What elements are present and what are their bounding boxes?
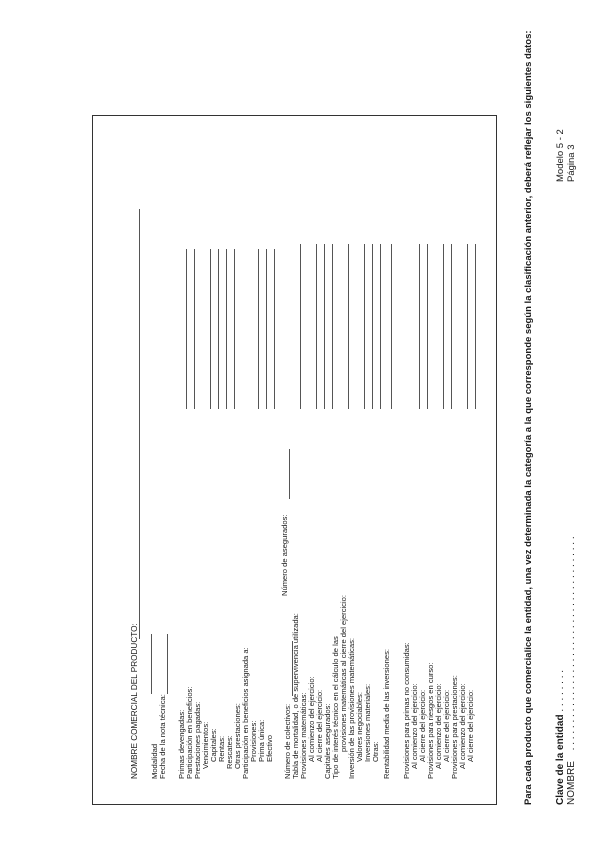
otras-line[interactable] bbox=[380, 244, 381, 409]
valores-line[interactable] bbox=[364, 244, 365, 409]
cierre3-label: Al cierre del ejercicio: bbox=[442, 689, 451, 762]
cierre3-line[interactable] bbox=[451, 244, 452, 409]
tabla-mortalidad-line[interactable] bbox=[300, 244, 301, 409]
intro-text: Para cada producto que comercialice la entidad, una vez determinada la categoría a la que corresponde según la clasificación anterior, deberá reflejar los siguientes datos: bbox=[523, 30, 534, 805]
prov-prestaciones-label: Provisiones para prestaciones: bbox=[450, 675, 459, 779]
cierre2-line[interactable] bbox=[427, 244, 428, 409]
prov-primas-label: Provisiones para primas no consumidas: bbox=[402, 642, 411, 779]
num-asegurados-label: Número de asegurados: bbox=[280, 514, 289, 596]
participacion-label: Participación en beneficios: bbox=[185, 686, 194, 779]
inversiones-materiales-line[interactable] bbox=[372, 244, 373, 409]
comienzo4-line[interactable] bbox=[467, 244, 468, 409]
valores-label: Valores negociables: bbox=[355, 692, 364, 762]
clave-entidad-line bbox=[555, 670, 566, 805]
num-asegurados-line[interactable] bbox=[289, 449, 290, 499]
rentas-line[interactable] bbox=[218, 249, 219, 409]
nombre-comercial-label: NOMBRE COMERCIAL DEL PRODUCTO: bbox=[130, 623, 139, 779]
otras-prestaciones-label: Otras prestaciones: bbox=[233, 703, 242, 769]
prov-riesgos-label: Provisiones para riesgos en curso: bbox=[426, 662, 435, 779]
participacion-asignada-label: Participación en beneficios asignada a: bbox=[241, 647, 250, 779]
tipo-interes-label-2: provisiones matemáticas al cierre del ejercicio: bbox=[339, 595, 348, 752]
otras-prestaciones-line[interactable] bbox=[234, 249, 235, 409]
participacion-line[interactable] bbox=[194, 249, 195, 409]
product-form-frame bbox=[92, 115, 497, 805]
prima-unica-line[interactable] bbox=[266, 249, 267, 409]
modelo-label: Modelo 5 - 2 bbox=[555, 129, 566, 182]
nombre-dots: . . . . . . . . . . . . . . . . . . . . . . . . . . . . . . . . . . . . . . . bbox=[566, 536, 577, 751]
cierre1-line[interactable] bbox=[324, 244, 325, 409]
fecha-nota-label: Fecha de la nota técnica: bbox=[158, 694, 167, 779]
cierre1-label: Al cierre del ejercicio: bbox=[315, 689, 324, 762]
fecha-nota-line[interactable] bbox=[167, 634, 168, 694]
num-colectivos-label: Número de colectivos: bbox=[283, 703, 292, 779]
provisiones-a-label: Provisiones: bbox=[249, 720, 258, 762]
inversiones-materiales-label: Inversiones materiales: bbox=[363, 683, 372, 762]
rescates-line[interactable] bbox=[226, 249, 227, 409]
modalidad-line[interactable] bbox=[151, 634, 152, 694]
cierre2-label: Al cierre del ejercicio: bbox=[418, 689, 427, 762]
provisiones-a-line[interactable] bbox=[258, 249, 259, 409]
tipo-interes-label: Tipo de interés técnico en el cálculo de las bbox=[331, 636, 340, 779]
rescates-label: Rescates: bbox=[225, 735, 234, 769]
comienzo1-label: Al comienzo del ejercicio: bbox=[307, 676, 316, 762]
capitales-label: Capitales: bbox=[209, 728, 218, 762]
clave-label: Clave de la entidad bbox=[555, 714, 566, 805]
capitales-line[interactable] bbox=[210, 249, 211, 409]
prestaciones-label: Prestaciones pagadas: bbox=[193, 701, 202, 779]
rentabilidad-line[interactable] bbox=[391, 244, 392, 409]
cierre4-line[interactable] bbox=[475, 244, 476, 409]
comienzo3-line[interactable] bbox=[443, 244, 444, 409]
prov-matematicas-label: Provisiones matemáticas: bbox=[299, 692, 308, 779]
clave-dots: . . . . . . . . bbox=[555, 669, 566, 712]
capitales-asegurados-line[interactable] bbox=[332, 244, 333, 409]
pagina-label: Página 3 bbox=[566, 144, 577, 182]
primas-line[interactable] bbox=[186, 249, 187, 409]
efectivo-line[interactable] bbox=[274, 249, 275, 409]
rentabilidad-label: Rentabilidad media de las inversiones: bbox=[382, 648, 391, 779]
cierre4-label: Al cierre del ejercicio: bbox=[466, 689, 475, 762]
efectivo-label: Efectivo bbox=[265, 734, 274, 762]
nombre-line bbox=[566, 536, 577, 805]
comienzo2-line[interactable] bbox=[419, 244, 420, 409]
comienzo1-line[interactable] bbox=[316, 244, 317, 409]
comienzo2-label: Al comienzo del ejercicio: bbox=[410, 683, 419, 769]
capitales-asegurados-label: Capitales asegurados: bbox=[323, 703, 332, 779]
tabla-mortalidad-label: Tabla de mortalidad, o de supervivencia utilizada: bbox=[291, 613, 300, 779]
inversion-label: Inversión de las provisiones matemáticas: bbox=[347, 638, 356, 779]
nombre-comercial-line[interactable] bbox=[139, 209, 140, 639]
comienzo3-label: Al comienzo del ejercicio: bbox=[434, 683, 443, 769]
nombre-label: NOMBRE bbox=[566, 761, 577, 805]
rentas-label: Rentas: bbox=[217, 735, 226, 762]
modalidad-label: Modalidad bbox=[150, 743, 159, 779]
prima-unica-label: Prima única: bbox=[257, 719, 266, 762]
otras-label: Otras: bbox=[371, 741, 380, 762]
comienzo4-label: Al comienzo del ejercicio: bbox=[458, 683, 467, 769]
tipo-interes-line[interactable] bbox=[348, 244, 349, 409]
primas-label: Primas devengadas: bbox=[177, 709, 186, 779]
vencimientos-label: Vencimientos: bbox=[201, 721, 210, 769]
